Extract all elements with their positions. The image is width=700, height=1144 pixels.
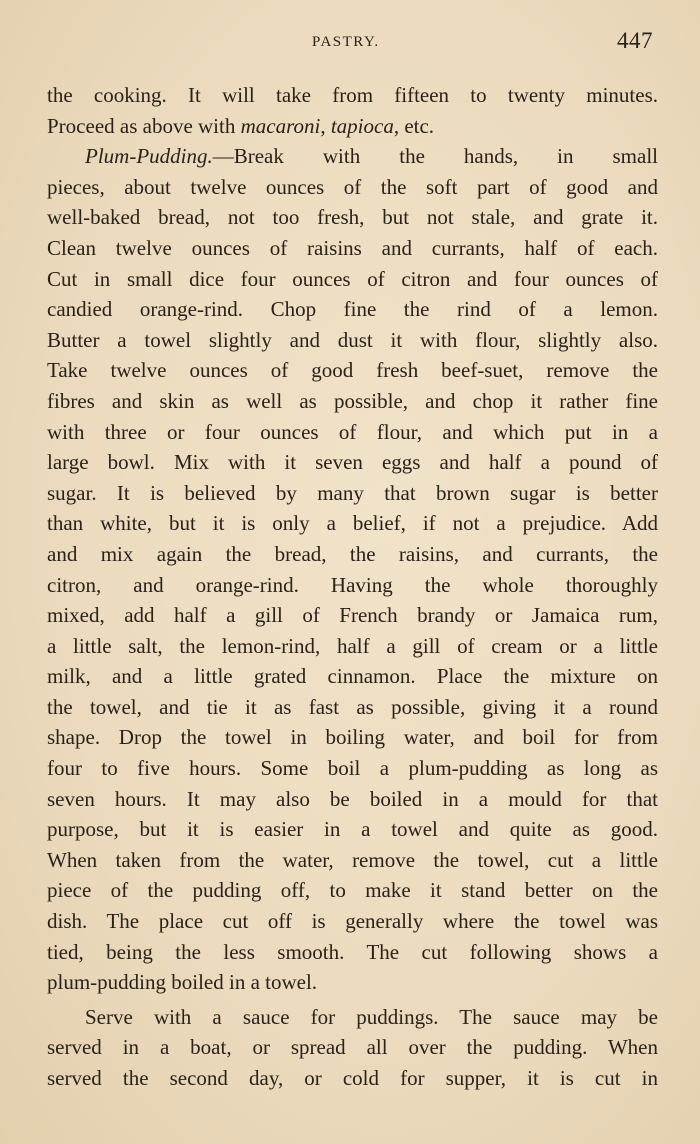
text-line: the towel, and tie it as fast as possible, giving it a round: [47, 694, 658, 719]
running-title: PASTRY.: [312, 34, 380, 50]
text-line: milk, and a little grated cinnamon. Place the mixture on: [47, 664, 658, 689]
text-line: tied, being the less smooth. The cut following shows a: [47, 939, 658, 964]
text-line: pieces, about twelve ounces of the soft part of good and: [47, 174, 658, 199]
text-line: with three or four ounces of flour, and which put in a: [47, 419, 658, 444]
text-run: , etc.: [393, 113, 435, 138]
text-line: sugar. It is believed by many that brown sugar is better: [47, 480, 658, 505]
text-line: well-baked bread, not too fresh, but not stale, and grate it.: [47, 205, 658, 230]
text-line: Take twelve ounces of good fresh beef-suet, remove the: [47, 358, 658, 383]
text-line: a little salt, the lemon-rind, half a gill of cream or a little: [47, 633, 658, 658]
text-line: Cut in small dice four ounces of citron and four ounces of: [47, 266, 658, 291]
page-number: 447: [617, 28, 653, 53]
text-run: Proceed as above with: [47, 113, 241, 138]
text-line: fibres and skin as well as possible, and chop it rather fine: [47, 388, 658, 413]
recipe-heading: Plum-Pudding.: [85, 144, 213, 169]
text-line: candied orange-rind. Chop fine the rind of a lemon.: [47, 297, 658, 322]
text-line: seven hours. It may also be boiled in a mould for that: [47, 786, 658, 811]
text-line: citron, and orange-rind. Having the whole thoroughly: [47, 572, 658, 597]
text-line: served the second day, or cold for supper, it is cut in: [47, 1066, 658, 1090]
text-line: Clean twelve ounces of raisins and currants, half of each.: [47, 235, 658, 260]
text-line: shape. Drop the towel in boiling water, and boil for from: [47, 725, 658, 750]
text-line: plum-pudding boiled in a towel.: [47, 970, 318, 995]
text-line: and mix again the bread, the raisins, and currants, the: [47, 541, 658, 566]
text-run: —Break with the hands, in small: [212, 144, 658, 169]
body-text: [47, 80, 658, 1094]
text-line: purpose, but it is easier in a towel and quite as good.: [47, 817, 658, 842]
text-line: than white, but it is only a belief, if not a prejudice. Add: [47, 511, 658, 536]
running-head: [0, 28, 700, 58]
text-line: When taken from the water, remove the towel, cut a little: [47, 847, 658, 872]
text-line: [47, 111, 658, 142]
text-run: ,: [320, 113, 331, 138]
text-line: four to five hours. Some boil a plum-pudding as long as: [47, 756, 658, 781]
text-line: the cooking. It will take from fifteen to twenty minutes.: [47, 83, 658, 107]
text-line: served in a boat, or spread all over the pudding. When: [47, 1035, 658, 1060]
text-line: [47, 141, 658, 172]
text-line: Butter a towel slightly and dust it with flour, slightly also.: [47, 327, 658, 352]
text-line: Serve with a sauce for puddings. The sauce may be: [85, 1004, 658, 1029]
italic-term: macaroni: [240, 113, 321, 138]
text-line: piece of the pudding off, to make it stand better on the: [47, 878, 658, 903]
text-line: mixed, add half a gill of French brandy or Jamaica rum,: [47, 603, 658, 628]
text-line: dish. The place cut off is generally where the towel was: [47, 909, 658, 934]
italic-term: tapioca: [330, 113, 394, 138]
text-line: large bowl. Mix with it seven eggs and half a pound of: [47, 450, 658, 475]
